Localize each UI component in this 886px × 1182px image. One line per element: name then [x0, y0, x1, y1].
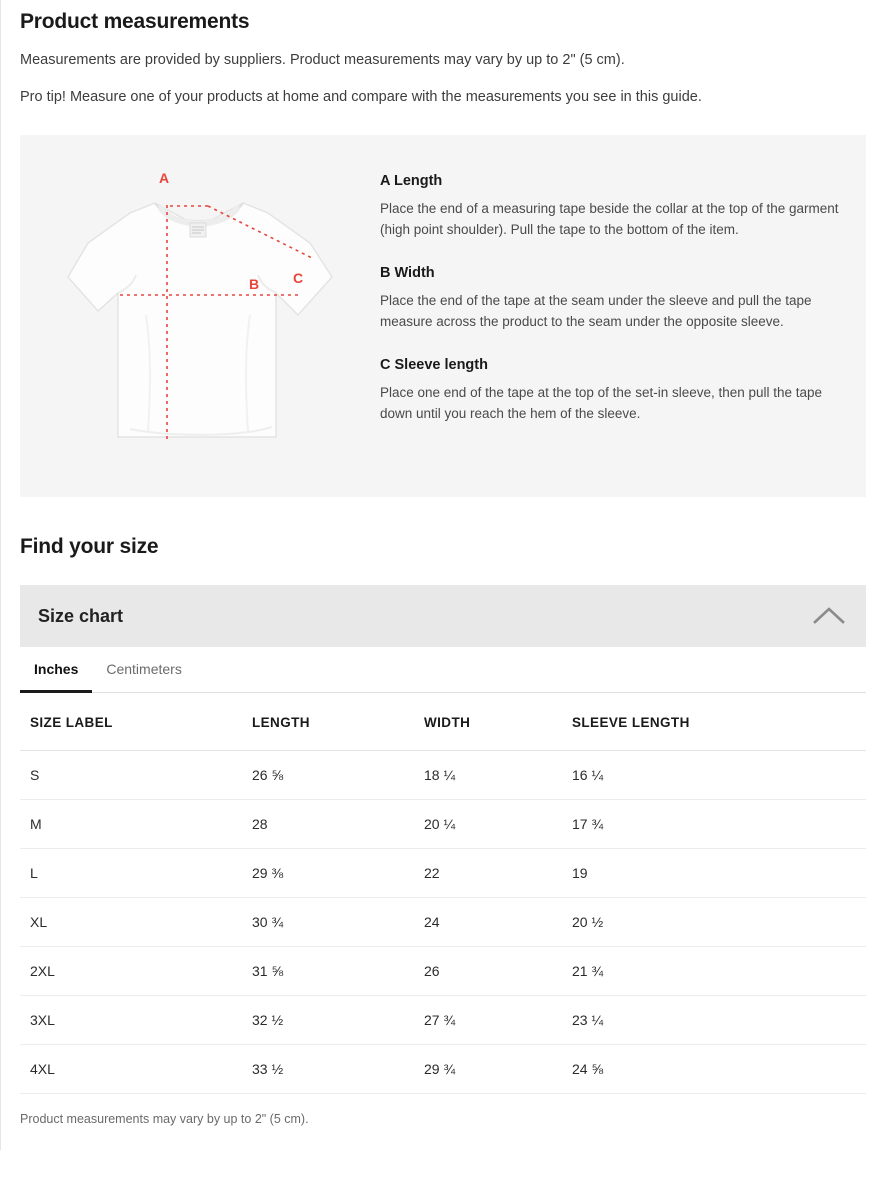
cell-size: 4XL: [20, 1045, 252, 1094]
cell-width: 27 ¾: [424, 996, 572, 1045]
cell-width: 22: [424, 849, 572, 898]
cell-width: 29 ¾: [424, 1045, 572, 1094]
instruction-heading-width: B Width: [380, 264, 435, 281]
column-header-width: WIDTH: [424, 693, 572, 751]
cell-size: 2XL: [20, 947, 252, 996]
tshirt-svg: [60, 165, 360, 465]
table-row: [20, 751, 866, 800]
size-chart-title: Size chart: [38, 605, 124, 626]
cell-size: XL: [20, 898, 252, 947]
intro-paragraph-1: Measurements are provided by suppliers. Product measurements may vary by up to 2" (5 cm).: [20, 52, 625, 68]
chevron-up-icon[interactable]: [812, 605, 846, 627]
page-title: Product measurements: [20, 10, 250, 33]
tab-centimeters[interactable]: Centimeters: [92, 647, 195, 693]
cell-size: 3XL: [20, 996, 252, 1045]
cell-width: 24: [424, 898, 572, 947]
table-row: [20, 849, 866, 898]
find-your-size-title: Find your size: [20, 535, 159, 559]
cell-size: S: [20, 751, 252, 800]
cell-width: 26: [424, 947, 572, 996]
label-b: B: [249, 276, 260, 293]
table-row: [20, 947, 866, 996]
table-row: [20, 996, 866, 1045]
cell-sleeve: 21 ¾: [572, 947, 866, 996]
cell-sleeve: 23 ¼: [572, 996, 866, 1045]
cell-width: 18 ¼: [424, 751, 572, 800]
column-header-sleeve-length: SLEEVE LENGTH: [572, 693, 866, 751]
size-chart-table: [20, 693, 866, 1094]
cell-length: 30 ¾: [252, 898, 424, 947]
cell-sleeve: 20 ½: [572, 898, 866, 947]
size-chart-accordion-header[interactable]: [20, 585, 866, 647]
unit-tabs: [20, 647, 866, 693]
cell-size: M: [20, 800, 252, 849]
label-a: A: [159, 170, 170, 187]
instruction-heading-sleeve: C Sleeve length: [380, 356, 488, 373]
cell-sleeve: 24 ⅝: [572, 1045, 866, 1094]
intro-paragraph-2: Pro tip! Measure one of your products at home and compare with the measurements you see in this guide.: [20, 89, 702, 106]
column-header-length: LENGTH: [252, 693, 424, 751]
cell-sleeve: 16 ¼: [572, 751, 866, 800]
cell-length: 29 ⅜: [252, 849, 424, 898]
measurement-footnote: Product measurements may vary by up to 2" (5 cm).: [20, 1112, 309, 1127]
table-row: [20, 1045, 866, 1094]
cell-length: 33 ½: [252, 1045, 424, 1094]
table-row: [20, 898, 866, 947]
intro-text-block: [0, 50, 886, 108]
table-header-row: [20, 693, 866, 751]
tab-inches[interactable]: Inches: [20, 647, 92, 693]
instruction-body-length: Place the end of a measuring tape beside the collar at the top of the garment (high point shoulder). Pull the tape to the bottom of the item.: [380, 201, 839, 237]
column-header-size-label: SIZE LABEL: [20, 693, 252, 751]
tshirt-diagram: [20, 135, 380, 497]
cell-length: 32 ½: [252, 996, 424, 1045]
table-row: [20, 800, 866, 849]
instruction-body-sleeve: Place one end of the tape at the top of the set-in sleeve, then pull the tape down until you reach the hem of the sleeve.: [380, 384, 823, 421]
tshirt-illustration: [60, 165, 360, 465]
cell-width: 20 ¼: [424, 800, 572, 849]
measurement-guide-panel: [20, 135, 866, 497]
cell-size: L: [20, 849, 252, 898]
cell-length: 31 ⅝: [252, 947, 424, 996]
cell-length: 28: [252, 800, 424, 849]
cell-sleeve: 19: [572, 849, 866, 898]
cell-length: 26 ⅝: [252, 751, 424, 800]
instruction-heading-length: A Length: [380, 173, 443, 190]
measurement-instructions: [380, 135, 866, 497]
cell-sleeve: 17 ¾: [572, 800, 866, 849]
label-c: C: [293, 270, 304, 287]
instruction-body-width: Place the end of the tape at the seam under the sleeve and pull the tape measure across the product to the seam under the opposite sleeve.: [380, 292, 812, 329]
